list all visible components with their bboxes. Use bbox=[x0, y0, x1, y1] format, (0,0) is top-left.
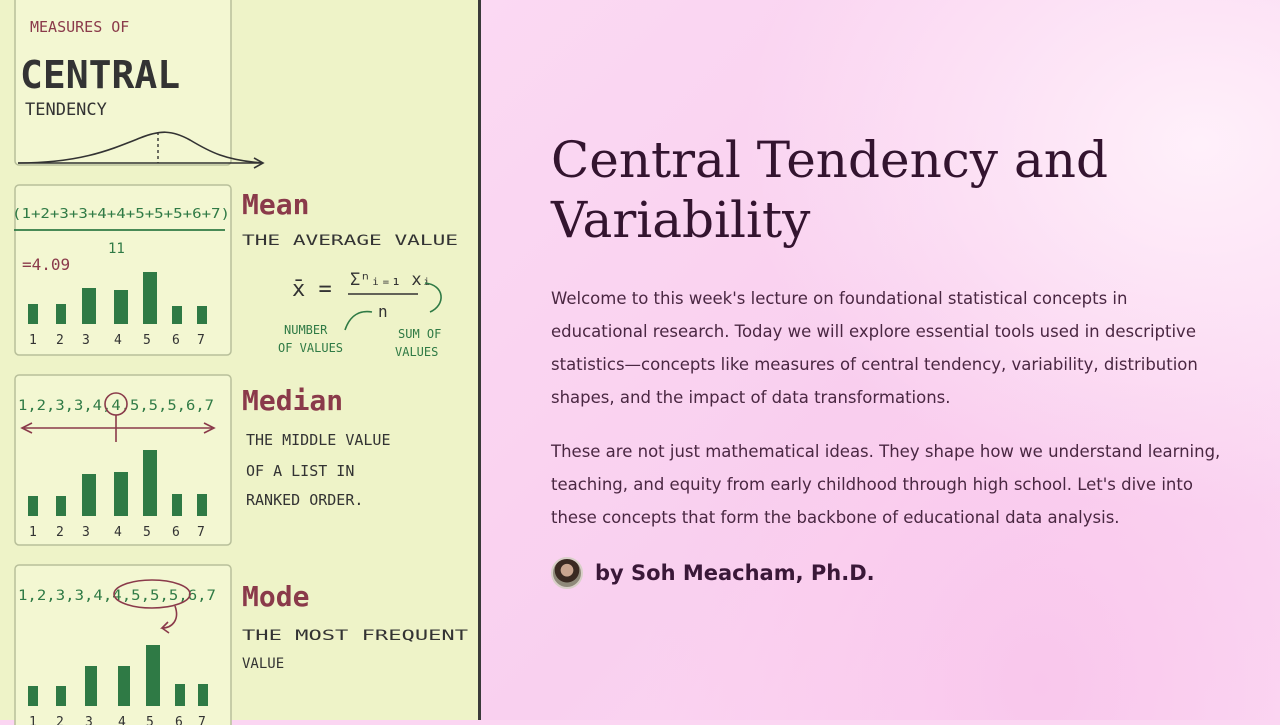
axis-label: 4 bbox=[114, 333, 122, 348]
count-arrow-icon bbox=[345, 312, 372, 330]
axis-label: 2 bbox=[56, 525, 64, 540]
axis-label: 6 bbox=[172, 525, 180, 540]
mean-formula-sum: Σⁿᵢ₌₁ xᵢ bbox=[350, 270, 432, 290]
axis-label: 6 bbox=[175, 715, 183, 725]
header-big-text: CENTRAL bbox=[20, 53, 181, 97]
axis-label: 6 bbox=[172, 333, 180, 348]
note-count-line1: NUMBER bbox=[284, 323, 328, 337]
central-tendency-illustration bbox=[0, 0, 478, 725]
author-byline bbox=[551, 556, 875, 590]
axis-label: 7 bbox=[198, 715, 206, 725]
note-sum-line2: VALUES bbox=[395, 345, 439, 359]
mean-description: THE AVERAGE VALUE bbox=[242, 233, 458, 249]
axis-label: 7 bbox=[197, 333, 205, 348]
median-title: Median bbox=[242, 384, 344, 417]
mean-title: Mean bbox=[242, 188, 310, 221]
mean-formula-n: n bbox=[378, 302, 388, 321]
mean-bar bbox=[28, 304, 38, 324]
mode-title: Mode bbox=[242, 580, 310, 613]
author-avatar bbox=[551, 557, 583, 589]
mode-desc-line1: THE MOST FREQUENT bbox=[242, 628, 469, 644]
mean-axis-labels bbox=[29, 333, 205, 348]
mean-result: =4.09 bbox=[22, 255, 71, 274]
mode-bar bbox=[56, 686, 66, 706]
slide-title: Central Tendency and Variability bbox=[551, 131, 1108, 249]
median-axis-labels bbox=[29, 525, 205, 540]
axis-label: 5 bbox=[143, 525, 151, 540]
mode-bar bbox=[28, 686, 38, 706]
mean-bar bbox=[114, 290, 128, 324]
median-sequence: 1,2,3,3,4,4,5,5,5,6,7 bbox=[18, 398, 214, 414]
axis-label: 4 bbox=[118, 715, 126, 725]
axis-label: 5 bbox=[146, 715, 154, 725]
note-count-line2: OF VALUES bbox=[278, 341, 344, 355]
mean-bar bbox=[82, 288, 96, 324]
header-sub-text: TENDENCY bbox=[25, 100, 107, 120]
median-bar bbox=[143, 450, 157, 516]
axis-label: 3 bbox=[82, 525, 90, 540]
axis-label: 2 bbox=[56, 333, 64, 348]
mode-axis-labels bbox=[29, 715, 206, 725]
axis-label: 1 bbox=[29, 333, 37, 348]
mode-bar bbox=[175, 684, 185, 706]
axis-label: 2 bbox=[56, 715, 64, 725]
header-small-text: MEASURES OF bbox=[30, 18, 130, 36]
mean-numerator: (1+2+3+3+4+4+5+5+5+6+7) bbox=[12, 207, 231, 222]
mean-bar bbox=[143, 272, 157, 324]
mean-bar bbox=[56, 304, 66, 324]
median-bar bbox=[172, 494, 182, 516]
mode-bar bbox=[146, 645, 160, 706]
mean-denominator: 11 bbox=[108, 241, 125, 257]
axis-label: 7 bbox=[197, 525, 205, 540]
mean-bar bbox=[172, 306, 182, 324]
mean-bar bbox=[197, 306, 207, 324]
intro-paragraph: Welcome to this week's lecture on foundational statistical concepts in educational research. Today we will explore essential tools used in descriptive statistics—concepts like measures of central tendency, variability, distribution shapes, and the impact of data transformations. bbox=[551, 289, 1198, 407]
axis-label: 1 bbox=[29, 715, 37, 725]
axis-label: 3 bbox=[82, 333, 90, 348]
median-desc-line1: THE MIDDLE VALUE bbox=[246, 431, 391, 449]
illustration-panel bbox=[0, 0, 478, 725]
second-paragraph: These are not just mathematical ideas. They shape how we understand learning, teaching, and equity from early childhood through high school. Let's dive into these concepts that form the backbone of educational data analysis. bbox=[551, 442, 1221, 527]
axis-label: 1 bbox=[29, 525, 37, 540]
note-sum-line1: SUM OF bbox=[398, 327, 442, 341]
mean-formula-lhs: x̄ = bbox=[292, 277, 332, 302]
author-name: by Soh Meacham, Ph.D. bbox=[595, 561, 875, 585]
median-bar bbox=[114, 472, 128, 516]
mode-bar bbox=[85, 666, 97, 706]
median-desc-line2: OF A LIST IN bbox=[246, 462, 355, 480]
median-bar bbox=[56, 496, 66, 516]
mode-sequence: 1,2,3,3,4,4,5,5,5,6,7 bbox=[18, 588, 216, 604]
median-bar bbox=[82, 474, 96, 516]
mode-bar bbox=[198, 684, 208, 706]
mode-desc-line2: VALUE bbox=[242, 656, 285, 672]
median-bar bbox=[197, 494, 207, 516]
axis-label: 5 bbox=[143, 333, 151, 348]
median-bar bbox=[28, 496, 38, 516]
median-desc-line3: RANKED ORDER. bbox=[246, 491, 364, 509]
axis-label: 4 bbox=[114, 525, 122, 540]
axis-label: 3 bbox=[85, 715, 93, 725]
mode-bar bbox=[118, 666, 130, 706]
slide-content bbox=[481, 0, 1280, 720]
